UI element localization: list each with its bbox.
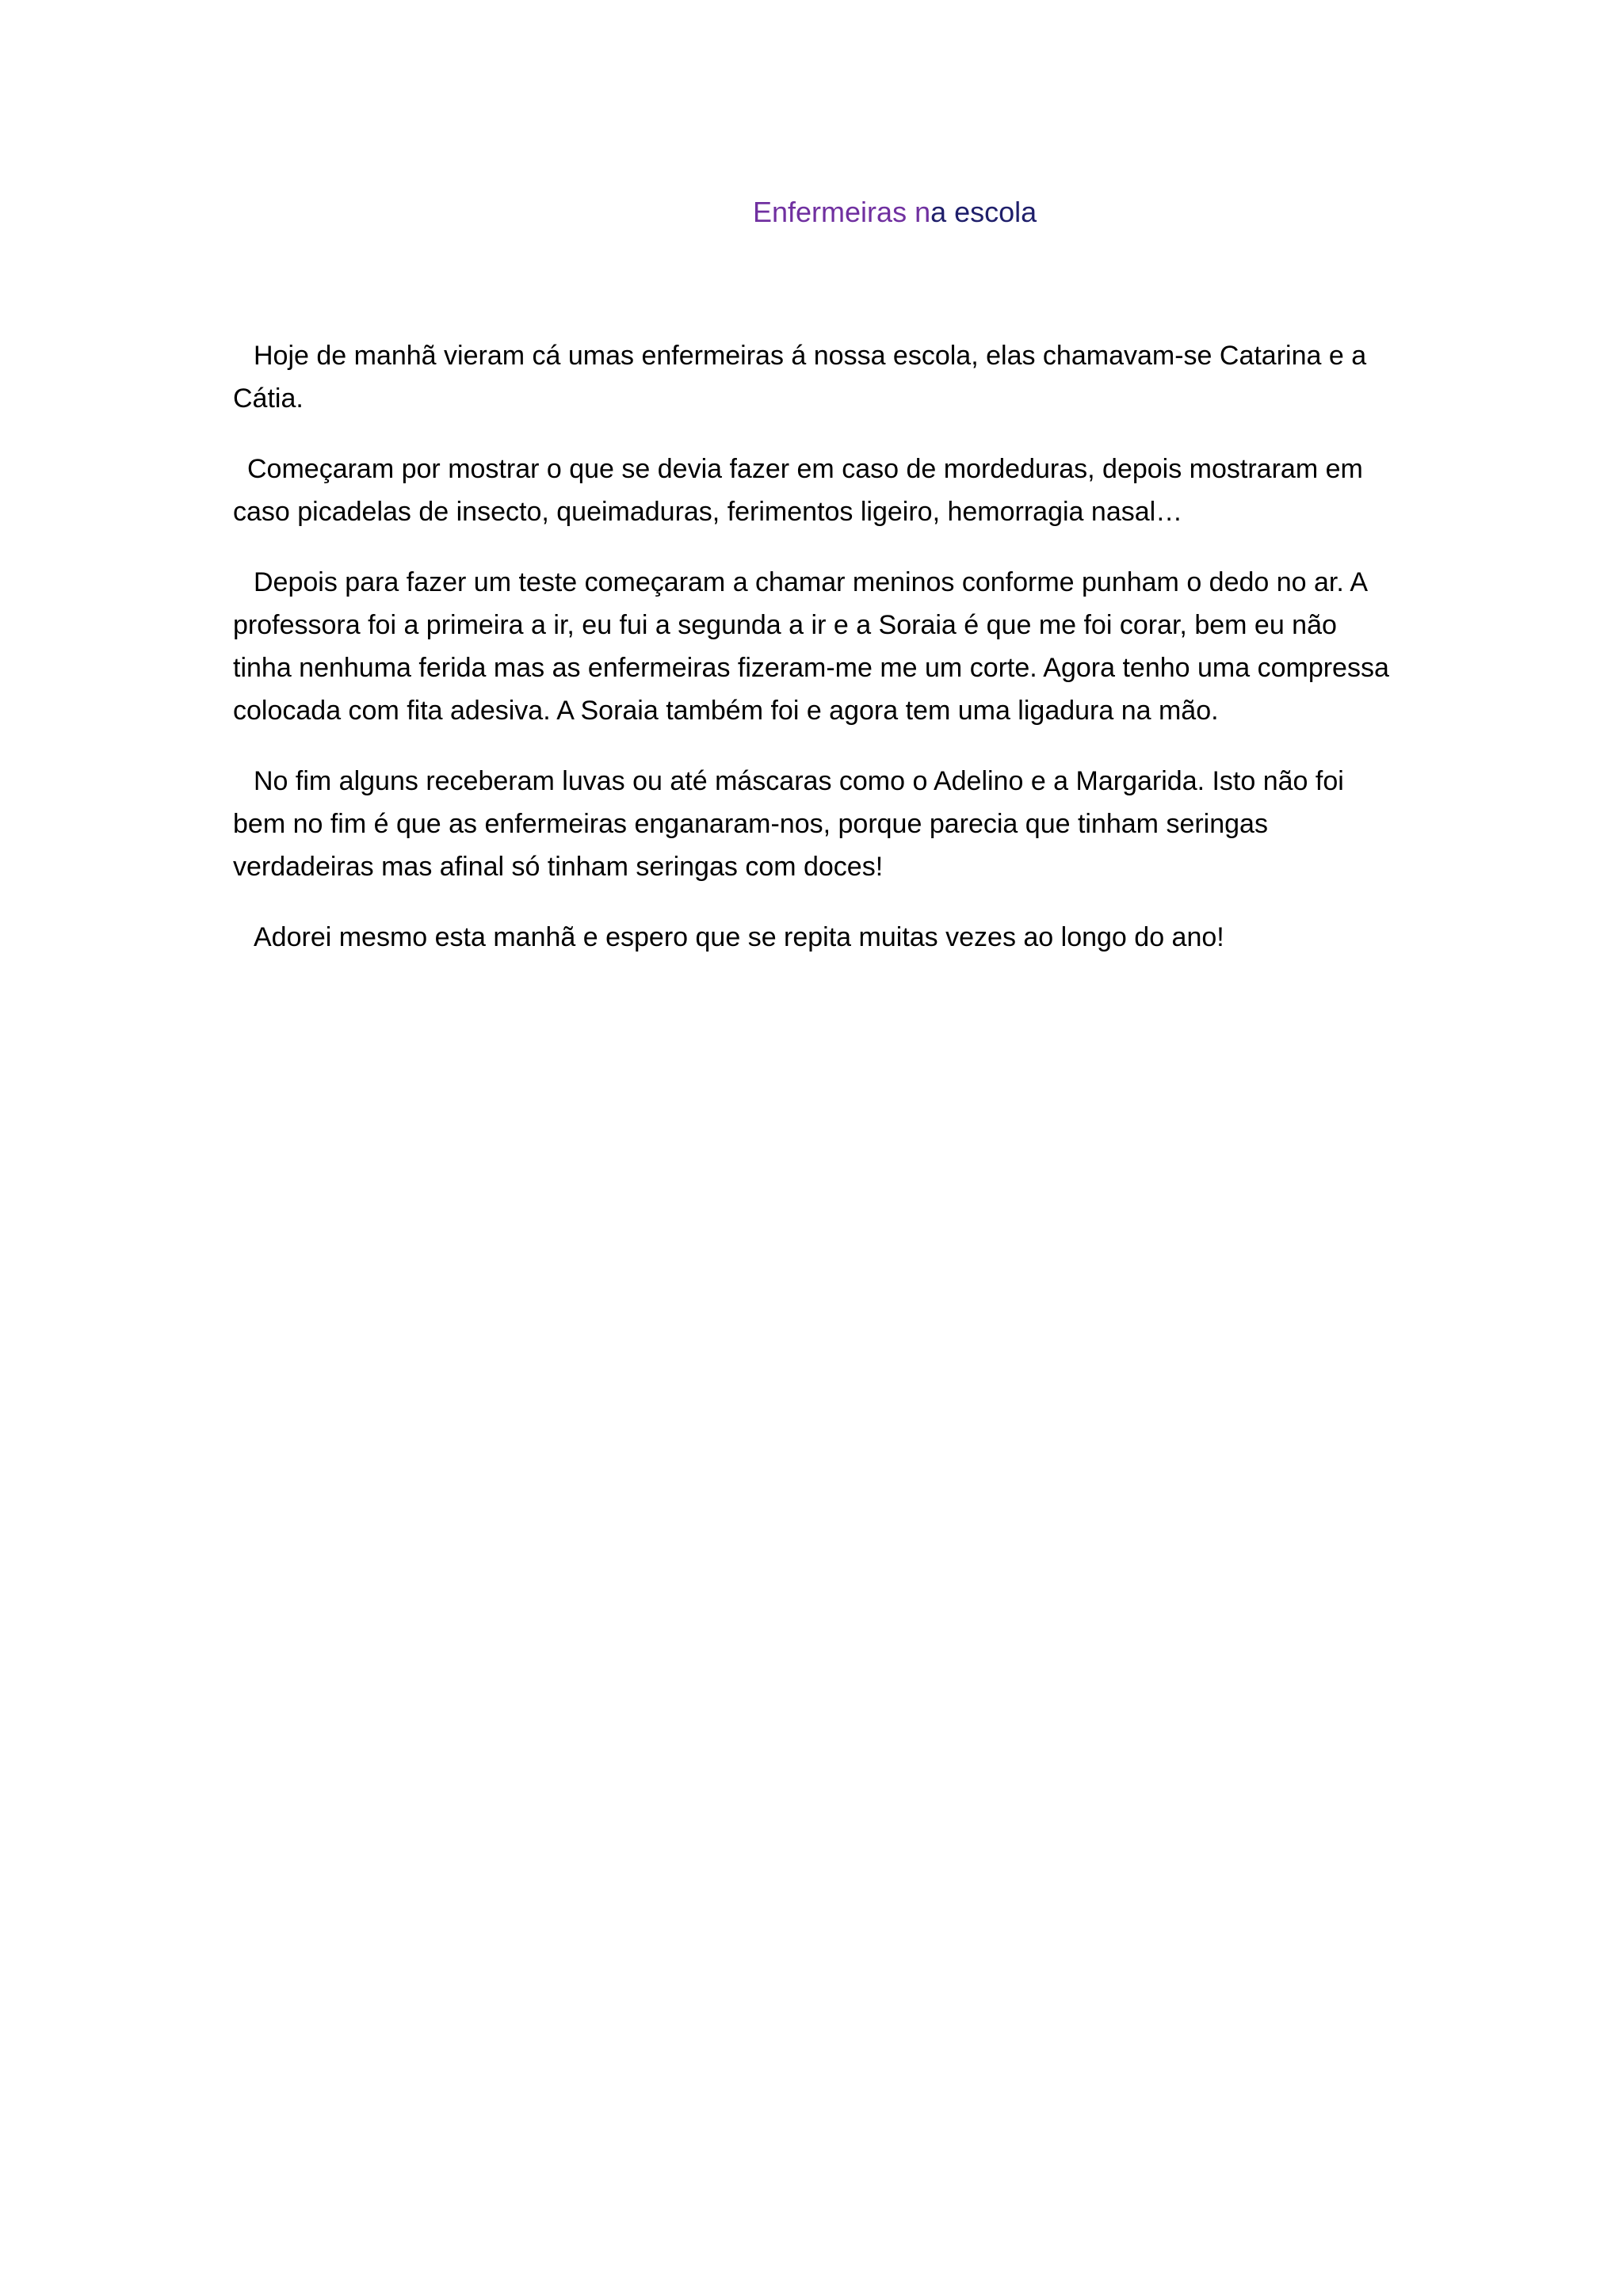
title-part-2: a escola: [930, 196, 1037, 228]
title-part-1: Enfermeiras n: [753, 196, 931, 228]
paragraph-3: Depois para fazer um teste começaram a chamar meninos conforme punham o dedo no ar. A professora foi a primeira a ir, eu fui a segunda a ir e a Soraia é que me foi corar, bem eu não tinha nenhuma ferida mas as enfermeiras fizeram-me me um corte. Agora tenho uma compressa colocada com fita adesiva. A Soraia também foi e agora tem uma ligadura na mão.: [233, 567, 1389, 726]
paragraph-4: No fim alguns receberam luvas ou até máscaras como o Adelino e a Margarida. Isto não foi bem no fim é que as enfermeiras enganaram-nos, porque parecia que tinham seringas verdadeiras mas afinal só tinham seringas com doces!: [233, 766, 1344, 882]
paragraph-2: Começaram por mostrar o que se devia fazer em caso de mordeduras, depois mostraram em caso picadelas de insecto, queimaduras, ferimentos ligeiro, hemorragia nasal…: [233, 454, 1363, 527]
document-title: [753, 195, 1037, 230]
document-body: [233, 334, 1398, 986]
paragraph-5: Adorei mesmo esta manhã e espero que se repita muitas vezes ao longo do ano!: [254, 922, 1224, 952]
paragraph-1: Hoje de manhã vieram cá umas enfermeiras á nossa escola, elas chamavam-se Catarina e a Cátia.: [233, 341, 1367, 414]
